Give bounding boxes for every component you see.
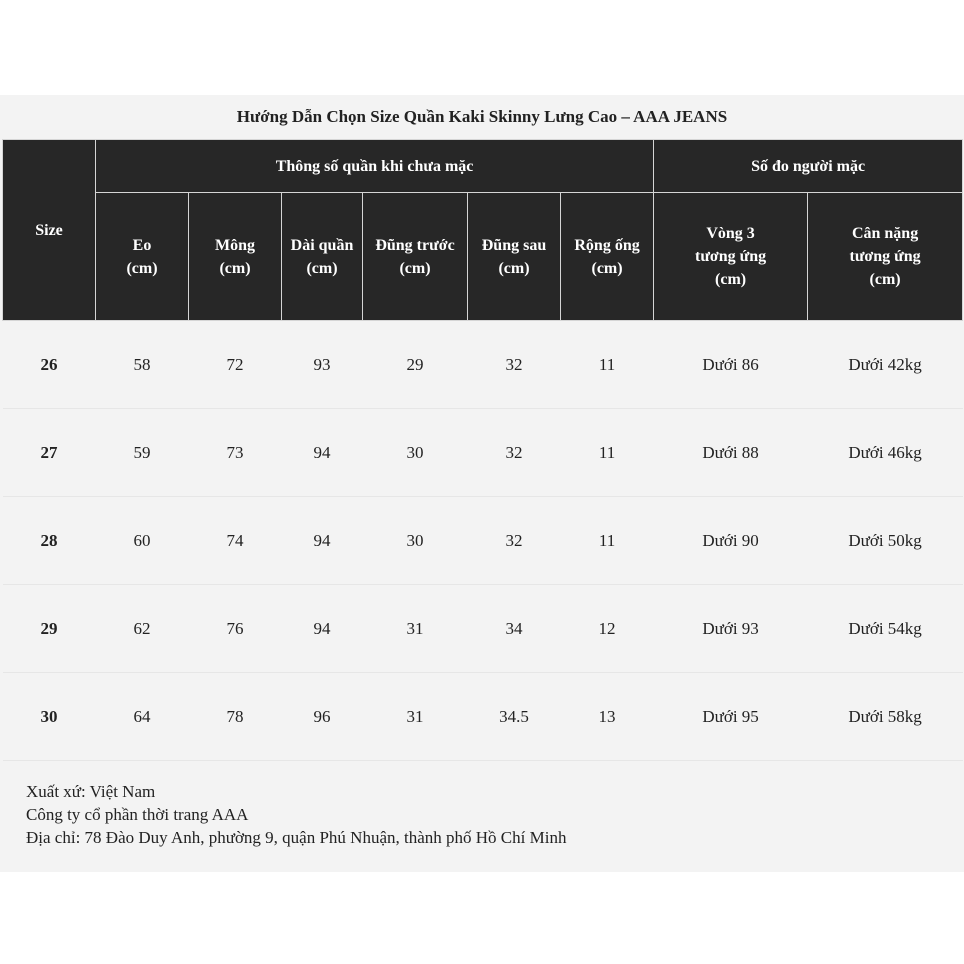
cell-size: 30 xyxy=(3,673,96,761)
header-mong: Mông (cm) xyxy=(189,193,282,321)
cell-dai-quan: 94 xyxy=(282,585,363,673)
cell-dung-sau: 32 xyxy=(468,497,561,585)
header-can-nang: Cân nặng tương ứng (cm) xyxy=(808,193,963,321)
cell-dung-truoc: 30 xyxy=(363,497,468,585)
cell-eo: 64 xyxy=(96,673,189,761)
cell-mong: 73 xyxy=(189,409,282,497)
cell-can-nang: Dưới 42kg xyxy=(808,321,963,409)
cell-mong: 74 xyxy=(189,497,282,585)
cell-mong: 78 xyxy=(189,673,282,761)
cell-eo: 59 xyxy=(96,409,189,497)
header-dung-sau: Đũng sau (cm) xyxy=(468,193,561,321)
header-eo: Eo (cm) xyxy=(96,193,189,321)
cell-vong-3: Dưới 95 xyxy=(654,673,808,761)
header-size: Size xyxy=(3,140,96,321)
cell-vong-3: Dưới 86 xyxy=(654,321,808,409)
chart-title: Hướng Dẫn Chọn Size Quần Kaki Skinny Lưng Cao – AAA JEANS xyxy=(236,107,728,126)
footer-info xyxy=(26,780,566,849)
table-row xyxy=(3,673,963,761)
table-row xyxy=(3,497,963,585)
cell-dai-quan: 93 xyxy=(282,321,363,409)
cell-dung-sau: 34 xyxy=(468,585,561,673)
cell-dung-sau: 34.5 xyxy=(468,673,561,761)
cell-can-nang: Dưới 46kg xyxy=(808,409,963,497)
header-group-wearer: Số đo người mặc xyxy=(654,140,963,193)
header-rong-ong: Rộng ống (cm) xyxy=(561,193,654,321)
cell-dung-truoc: 29 xyxy=(363,321,468,409)
cell-rong-ong: 11 xyxy=(561,321,654,409)
company-text: Công ty cổ phần thời trang AAA xyxy=(26,805,249,824)
cell-rong-ong: 12 xyxy=(561,585,654,673)
cell-eo: 58 xyxy=(96,321,189,409)
cell-dai-quan: 96 xyxy=(282,673,363,761)
cell-size: 27 xyxy=(3,409,96,497)
size-chart xyxy=(0,95,964,872)
cell-vong-3: Dưới 90 xyxy=(654,497,808,585)
cell-can-nang: Dưới 58kg xyxy=(808,673,963,761)
cell-mong: 72 xyxy=(189,321,282,409)
cell-size: 28 xyxy=(3,497,96,585)
origin-text: Xuất xứ: Việt Nam xyxy=(26,782,156,801)
cell-dai-quan: 94 xyxy=(282,497,363,585)
header-group-measurements: Thông số quần khi chưa mặc xyxy=(96,140,654,193)
cell-dung-truoc: 30 xyxy=(363,409,468,497)
cell-dung-truoc: 31 xyxy=(363,585,468,673)
header-dung-truoc: Đũng trước (cm) xyxy=(363,193,468,321)
header-vong-3: Vòng 3 tương ứng (cm) xyxy=(654,193,808,321)
cell-dung-sau: 32 xyxy=(468,409,561,497)
cell-vong-3: Dưới 88 xyxy=(654,409,808,497)
cell-can-nang: Dưới 50kg xyxy=(808,497,963,585)
table-row xyxy=(3,409,963,497)
cell-dung-truoc: 31 xyxy=(363,673,468,761)
cell-rong-ong: 11 xyxy=(561,497,654,585)
cell-dung-sau: 32 xyxy=(468,321,561,409)
cell-size: 26 xyxy=(3,321,96,409)
size-table xyxy=(2,139,963,761)
table-row xyxy=(3,585,963,673)
cell-eo: 60 xyxy=(96,497,189,585)
cell-rong-ong: 13 xyxy=(561,673,654,761)
cell-rong-ong: 11 xyxy=(561,409,654,497)
header-dai-quan: Dài quần (cm) xyxy=(282,193,363,321)
cell-size: 29 xyxy=(3,585,96,673)
cell-can-nang: Dưới 54kg xyxy=(808,585,963,673)
table-row xyxy=(3,321,963,409)
cell-mong: 76 xyxy=(189,585,282,673)
cell-dai-quan: 94 xyxy=(282,409,363,497)
address-text: Địa chỉ: 78 Đào Duy Anh, phường 9, quận Phú Nhuận, thành phố Hồ Chí Minh xyxy=(26,828,567,847)
cell-eo: 62 xyxy=(96,585,189,673)
cell-vong-3: Dưới 93 xyxy=(654,585,808,673)
